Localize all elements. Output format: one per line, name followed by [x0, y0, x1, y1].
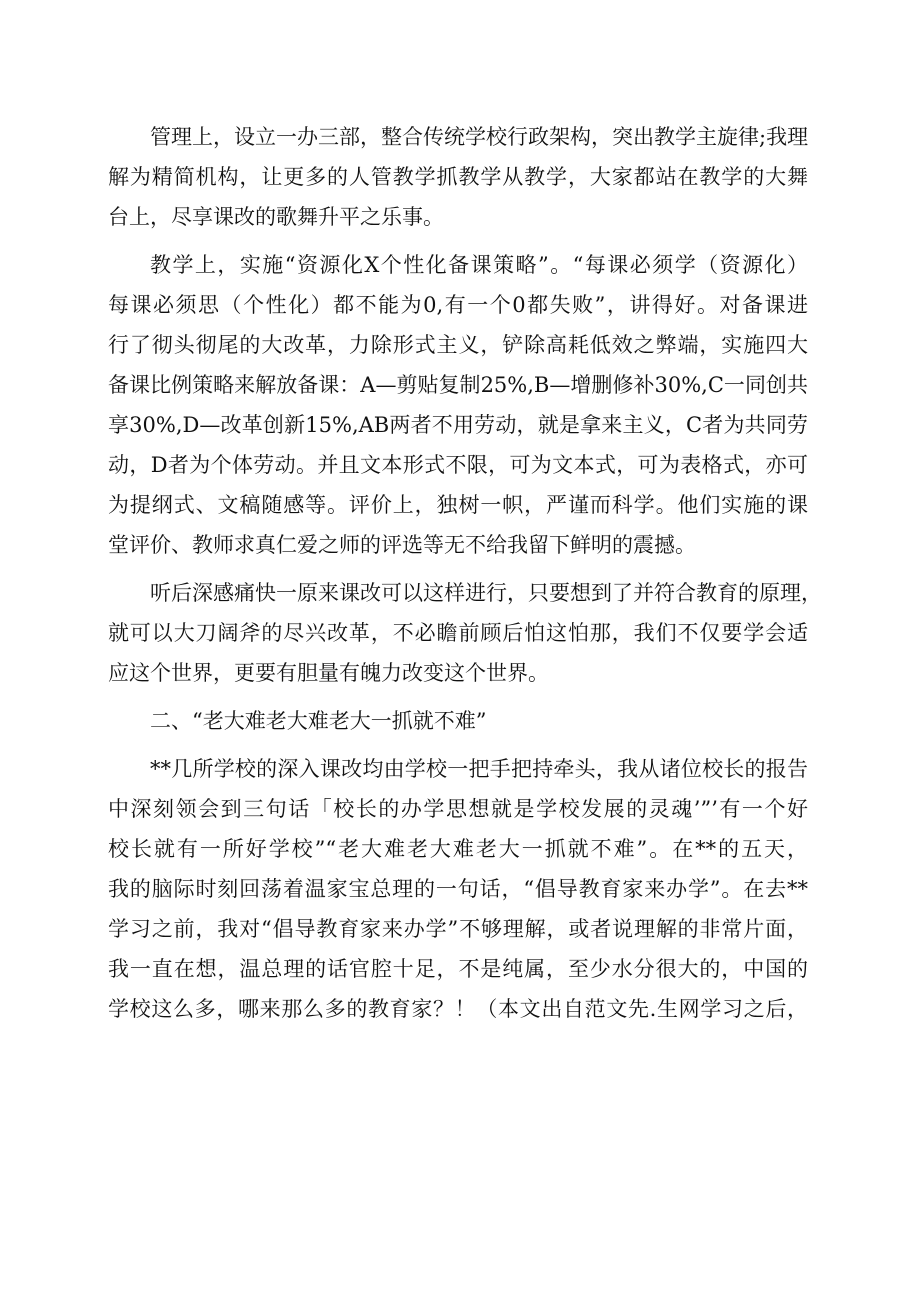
text-line: 中深刻领会到三句话「校长的办学思想就是学校发展的灵魂’”’有一个好: [108, 797, 808, 821]
text-line: 管理上，设立一办三部，整合传统学校行政架构，突出教学主旋律;我理: [150, 125, 809, 149]
text-line: 听后深感痛快一原来课改可以这样进行，只要想到了并符合教育的原理，: [150, 581, 822, 605]
heading-line: 二、“老大难老大难老大一抓就不难”: [150, 709, 487, 733]
text-line: 我的脑际时刻回荡着温家宝总理的一句话，“倡导教育家来办学”。在去**: [108, 877, 808, 901]
text-line: 备课比例策略来解放备课：A—剪贴复制25%,B—增删修补30%,C一同创共: [108, 373, 808, 397]
text-line: 校长就有一所好学校”“老大难老大难老大一抓就不难”。在**的五天，: [108, 837, 808, 861]
paragraph-management: [108, 117, 808, 237]
text-line: 教学上，实施“资源化X个性化备课策略”。“每课必须学（资源化）: [150, 253, 808, 277]
text-line: 应这个世界，更要有胆量有魄力改变这个世界。: [108, 661, 549, 685]
text-line: 我一直在想，温总理的话官腔十足，不是纯属，至少水分很大的，中国的: [108, 957, 808, 981]
text-line: **几所学校的深入课改均由学校一把手把持牵头，我从诸位校长的报告: [150, 757, 808, 781]
text-line: 学习之前，我对“倡导教育家来办学”不够理解，或者说理解的非常片面，: [108, 917, 808, 941]
paragraph-reflection: [108, 573, 822, 693]
section-heading: [108, 701, 808, 741]
text-line: 行了彻头彻尾的大改革，力除形式主义，铲除高耗低效之弊端，实施四大: [108, 333, 808, 357]
text-line: 动，D者为个体劳动。并且文本形式不限，可为文本式，可为表格式，亦可: [108, 453, 808, 477]
paragraph-principals: [108, 749, 808, 1029]
text-line: 堂评价、教师求真仁爱之师的评选等无不给我留下鲜明的震撼。: [108, 533, 696, 557]
text-line: 为提纲式、文稿随感等。评价上，独树一帜，严谨而科学。他们实施的课: [108, 493, 808, 517]
paragraph-teaching: [108, 245, 808, 565]
text-line: 每课必须思（个性化）都不能为0,有一个0都失败”，讲得好。对备课进: [108, 293, 808, 317]
text-line: 享30%,D—改革创新15%,AB两者不用劳动，就是拿来主义，C者为共同劳: [108, 413, 808, 437]
text-line: 就可以大刀阔斧的尽兴改革，不必瞻前顾后怕这怕那，我们不仅要学会适: [108, 621, 808, 645]
text-line: 解为精简机构，让更多的人管教学抓教学从教学，大家都站在教学的大舞: [108, 165, 808, 189]
text-line: 学校这么多，哪来那么多的教育家？！（本文出自范文先.生网学习之后，: [108, 997, 808, 1021]
text-line: 台上，尽享课改的歌舞升平之乐事。: [108, 205, 444, 229]
document-body: [108, 117, 822, 1029]
